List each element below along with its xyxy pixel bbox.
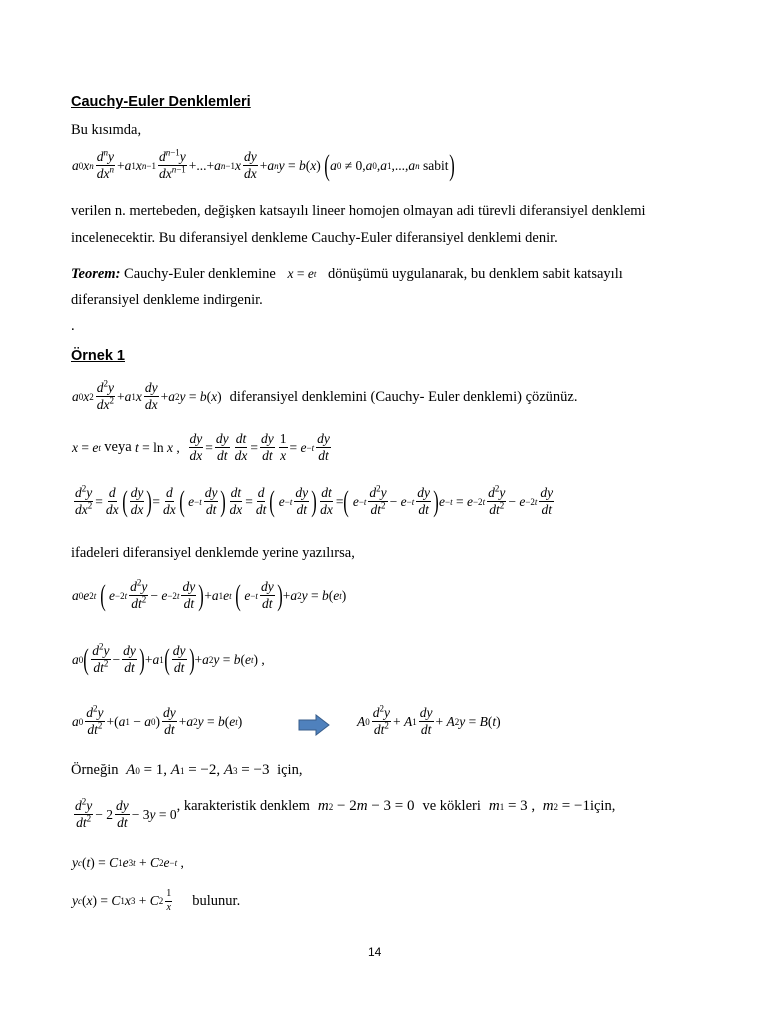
solution-row [72, 889, 240, 913]
paragraph-1: verilen n. mertebeden, değişken katsayılı lineer homojen olmayan adi türevli diferansiyel denklemi [71, 203, 646, 219]
general-equation: a 0 x n $d^ny$ $dx^n$ + a 1 x n−1 $d^{n-1}y$ $dx^{n-1}$ +...+ a n−1 x dy dx + a n y = b ( x ) ( a 0 ≠ 0, a 0 , a 1 ,..., a n sabit ) [72, 147, 455, 182]
second-order-equation: a 0 x 2 $d^2y$ $dx^2$ + a 1 x dy dx + a 2 y = b ( x ) [72, 378, 222, 413]
theorem-line-2: diferansiyel denkleme indirgenir. [71, 292, 263, 308]
arrow-right-icon [298, 714, 330, 736]
karakteristik-text: , karakteristik denklem [176, 798, 310, 814]
veya-text: veya [104, 439, 132, 456]
theorem-text-before: Cauchy-Euler denklemine [124, 266, 276, 282]
page-number: 14 [368, 945, 382, 959]
section-heading: Cauchy-Euler Denklemleri [71, 94, 251, 110]
kokleri-text: ve kökleri [422, 798, 481, 814]
theorem-line-1 [71, 266, 623, 283]
example-task: diferansiyel denklemini (Cauchy- Euler denklemi) çözünüz. [229, 388, 578, 405]
roots: m 1 = 3 , m 2 = −1 [488, 798, 590, 814]
icin2-text: için, [589, 798, 616, 814]
example-title: Örnek 1 [71, 348, 125, 364]
simplified-equation: a 0 ( $d^2y$ $dt^2$ − dy dt ) + a 1 ( dy dt ) + a 2 y = b ( e t ) , [72, 641, 265, 676]
example-equation-row [72, 378, 578, 413]
dot: . [71, 318, 75, 334]
substituted-equation: a 0 e 2t ( e −2t $d^2y$ $dt^2$ − e −2t dy dt ) + a 1 e t ( e −t dy dt ) + a 2 y = b ( e t ) [72, 577, 347, 612]
coefficient-values: A 0 = 1, A 1 = −2, A 3 = −3 [126, 762, 270, 778]
constant-coefficient-left: a 0 $d^2y$ $dt^2$ +( a 1 − a 0 ) dy dt + a 2 y = b ( e t ) [72, 703, 243, 738]
first-derivative-row: x = e t veya t = ln x , dy dx = dy dt dt dx = dy dt 1 x = e −t dy dt [72, 431, 330, 464]
paragraph-2: incelenecektir. Bu diferansiyel denkleme Cauchy-Euler diferansiyel denklemi denir. [71, 230, 558, 246]
characteristic-equation: m 2 − 2 m − 3 = 0 [317, 798, 415, 814]
ornegin-text: Örneğin [71, 762, 119, 778]
specific-equation: $d^2y$ $dt^2$ − 2 dy dt − 3 y = 0 [75, 796, 177, 831]
solution-in-x: y c ( x ) = C 1 x 3 + C 2 1 x [72, 888, 172, 913]
intro-text: Bu kısımda, [71, 122, 142, 138]
substitute-text: ifadeleri diferansiyel denklemde yerine yazılırsa, [71, 545, 355, 561]
characteristic-row [72, 797, 615, 830]
example-values-row [71, 762, 302, 779]
icin-text: için, [277, 762, 303, 778]
bulunur-text: bulunur. [192, 893, 241, 909]
solution-in-t: y c ( t ) = C 1 e 3t + C 2 e −t , [72, 855, 184, 870]
constant-coefficient-right: A 0 $d^2y$ $dt^2$ + A 1 dy dt + A 2 y = B ( t ) [357, 703, 501, 738]
theorem-label: Teorem: [71, 266, 121, 282]
second-derivative-row: $d^2y$ $dx^2$ = d dx ( dy dx ) = d dx ( e −t dy dt ) dt dx = d dt ( e −t dy dt ) dt dx = ( e −t $d^2y$ $dt^2$ − e −t dy dt ) e −t = e −2t $d^2y$ $dt^2$ − e −2t dy dt [75, 483, 554, 518]
theorem-substitution: x = e t [287, 266, 317, 281]
theorem-text-after: dönüşümü uygulanarak, bu denklem sabit katsayılı [327, 266, 623, 282]
